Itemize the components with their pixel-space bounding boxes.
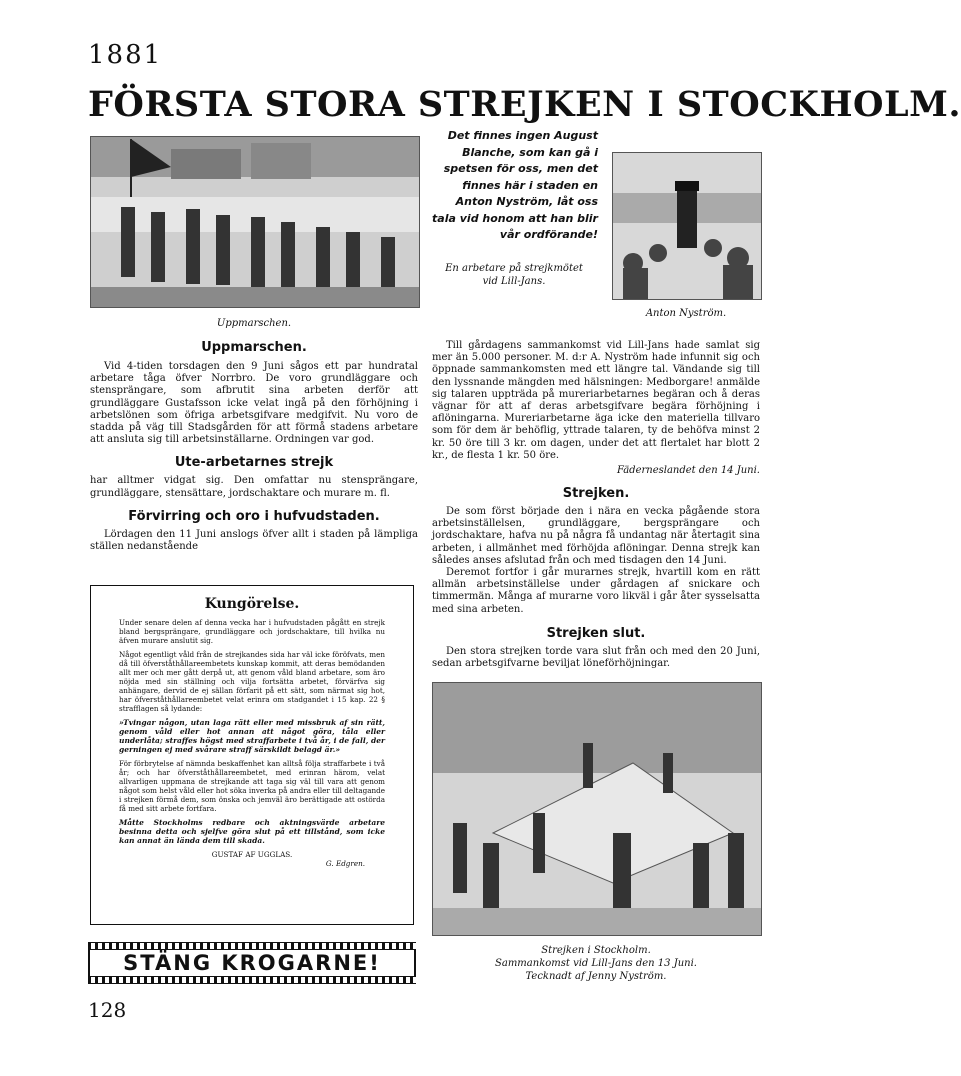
year-heading: 1881 [88,40,163,70]
notice-title: Kungörelse. [204,596,300,612]
forvirring-text: Lördagen den 11 Juni anslogs öfver allt i staden på lämpliga ställen nedanstående [90,528,418,553]
stang-krogarne-banner [88,942,416,982]
strejken-slut-text: Den stora strejken torde vara slut från och med den 20 Juni, sedan arbetsgifvarne beviljat löneförhöjningar. [432,645,760,670]
heading-strejken-slut: Strejken slut. [546,625,646,641]
notice-paragraph: Något egentligt våld från de strejkandes sida har väl icke föröfvats, men då till öfverståthållareembetets kunskap kommit, att deras bemödanden allt mer och mer gått derpå ut, att genom våld bland arbetare, som äro nöjda med sin ställning och vilja fortsätta arbetet, förvärfva sig anhängare, dervid de ej sällan förfarit på ett sätt, som närmat sig hot, har öfverståthållareembetet velat erinra om stadgandet i 15 kap. 22 § strafflagen så lydande: [119,650,385,713]
notice-paragraph: Under senare delen af denna vecka har i hufvudstaden pågått en strejk bland bergsprängare, grundläggare och jordschaktare, till hvilka nu äfven murare anslutit sig. [119,618,385,645]
strejken-text-2: Deremot fortfor i går murarnes strejk, hvartill kom en rätt allmän arbetsinställelse under gårdagen af snickare och timmermän. Många af murarne voro likväl i går åter sysselsatta med sina arbeten. [432,567,760,615]
page-title: FÖRSTA STORA STREJKEN I STOCKHOLM. [88,84,961,125]
banner-border-bottom [88,976,416,984]
quote-source-line-1: En arbetare på strejkmötet [445,263,583,274]
banner-text: STÄNG KROGARNE! [88,950,416,976]
report-source: Fäderneslandet den 14 Juni. [616,465,760,477]
ute-arbetarnes-text: har alltmer vidgat sig. Den omfattar nu stensprängare, grundläggare, stensättare, jordschaktare och murare m. fl. [90,475,418,499]
page-number: 128 [88,998,127,1022]
strike-caption-line-1: Strejken i Stockholm. [541,945,651,956]
banner-border-top [88,942,416,950]
nystrom-illustration [612,152,762,300]
notice-quoted-law: »Tvingar någon, utan laga rätt eller med missbruk af sin rätt, genom våld eller hot annan att något göra, tåla eller underlåta; straffes högst med straffarbete i två år, i de fall, der gerningen ej med svårare straff särskildt belagd är.» [119,718,385,754]
heading-ute-arbetarnes: Ute-arbetarnes strejk [174,455,334,471]
strike-caption-line-3: Tecknadt af Jenny Nyström. [525,971,667,982]
strike-meeting-caption [432,944,760,983]
nystrom-caption: Anton Nyström. [645,308,727,319]
lill-jans-report: Till gårdagens sammankomst vid Lill-Jans hade samlat sig mer än 5.000 personer. M. d:r A. Nyström hade infunnit sig och öppnade sammankomsten med ett längre tal. Vändande sig till den lyssnande mängden med hälsningen: Medborgare! anmälde sig talaren uppträda på mureriarbetarnes begäran och å deras vägnar för att af deras arbetsgifvare begära förhöjning i aflöningarna. Mureriarbetarne äga icke den materiella tillvaro som för dem är behöflig, yttrade talaren, ty de behöfva minst 2 kr. 50 öre till 3 kr. om dagen, under det att flertalet har blott 2 kr., de flesta 1 kr. 50 öre. [432,340,760,461]
notice-signature: GUSTAF AF UGGLAS. [211,850,293,859]
strike-meeting-illustration [432,682,762,936]
march-caption: Uppmarschen. [216,318,292,329]
strike-caption-line-2: Sammankomst vid Lill-Jans den 13 Juni. [495,958,697,969]
uppmarschen-text: Vid 4-tiden torsdagen den 9 Juni sågos ett par hundratal arbetare tåga öfver Norrbro. De voro grundläggare och stensprängare, som afbrutit sina arbeten derför att grundläggare Gustafsson icke velat ingå på den förhöjning i arbetslönen som öfriga arbetsgifvare medgifvit. Nu voro de stadda på väg till Stadsgården för att förmå stadens arbetare att ansluta sig till arbetsinställarne. Ordningen var god. [90,361,418,446]
heading-strejken: Strejken. [562,486,630,502]
strejken-text: De som först började den i nära en vecka pågående stora arbetsinställelsen, grundläggare, bergsprängare och jordschaktare, hafva nu på några få undantag när återtagit sina arbeten, i allmänhet med förhöjda aflöningar. Denna strejk kan således anses afslutad från och med tisdagen den 14 Juni. [432,506,760,566]
quote-source-line-2: vid Lill-Jans. [482,276,546,287]
worker-quote: Det finnes ingen August Blanche, som kan gå i spetsen för oss, men det finnes här i staden en Anton Nyström, låt oss tala vid honom att han blir vår ordförande! [432,129,598,241]
quote-source [430,262,598,288]
notice-appeal: Måtte Stockholms redbare och aktningsvärde arbetare besinna detta och sjelfve göra slut på ett tillstånd, som icke kan annat än lända dem till skada. [119,818,385,845]
kungorelse-notice [90,585,414,925]
march-illustration [90,136,420,308]
heading-uppmarschen: Uppmarschen. [201,340,307,355]
heading-forvirring: Förvirring och oro i hufvudstaden. [128,508,380,524]
right-column [432,340,760,670]
notice-paragraph: För förbrytelse af nämnda beskaffenhet kan alltså följa straffarbete i två år; och har öfverståthållareembetet, med erinran härom, velat allvarligen uppmana de strejkande att taga sig väl till vara att genom något som helst våld eller hot söka inverka på andra eller till deltagande i strejken förmå dem, som önska och jemväl äro berättigade att ostörda få med sitt arbete fortfara. [119,759,385,813]
notice-countersignature: G. Edgren. [325,859,365,868]
left-column [90,340,418,553]
